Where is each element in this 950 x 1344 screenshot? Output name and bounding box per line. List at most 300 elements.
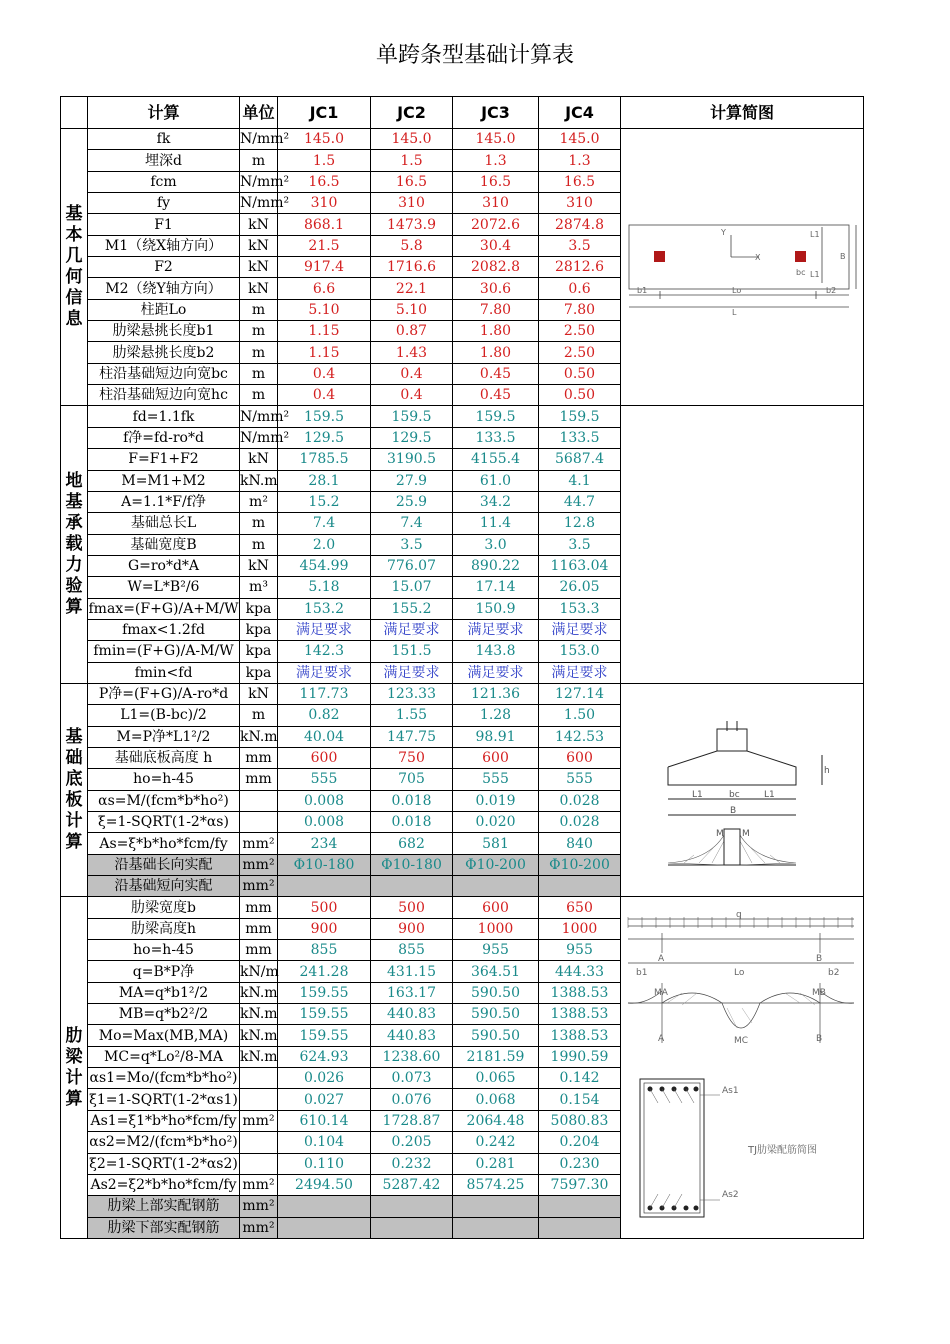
row-name: fmax<1.2fd xyxy=(88,619,240,640)
row-unit: kN.m xyxy=(240,1025,278,1046)
value-cell: 159.5 xyxy=(453,406,539,427)
value-cell: 1238.60 xyxy=(371,1046,453,1067)
row-unit: kpa xyxy=(240,598,278,619)
row-name: f净=fd-ro*d xyxy=(88,427,240,448)
value-cell: 1388.53 xyxy=(539,1004,621,1025)
row-unit: mm xyxy=(240,747,278,768)
row-unit: kN xyxy=(240,214,278,235)
value-cell: 0.4 xyxy=(278,385,371,406)
svg-text:MB: MB xyxy=(812,987,826,998)
value-cell: 12.8 xyxy=(539,513,621,534)
row-name: Mo=Max(MB,MA) xyxy=(88,1025,240,1046)
value-cell: 159.55 xyxy=(278,982,371,1003)
value-cell: 0.028 xyxy=(539,790,621,811)
value-cell: 153.2 xyxy=(278,598,371,619)
value-cell: 1.50 xyxy=(539,705,621,726)
value-cell: 650 xyxy=(539,897,621,918)
row-unit: N/mm² xyxy=(240,171,278,192)
header-jc1: JC1 xyxy=(278,97,371,129)
value-cell: 5080.83 xyxy=(539,1110,621,1131)
value-cell: 310 xyxy=(371,193,453,214)
value-cell: 2064.48 xyxy=(453,1110,539,1131)
row-unit: N/mm² xyxy=(240,427,278,448)
row-unit: m xyxy=(240,321,278,342)
value-cell: 2.50 xyxy=(539,321,621,342)
value-cell: 15.2 xyxy=(278,491,371,512)
row-name: fmin<fd xyxy=(88,662,240,683)
value-cell: 7.4 xyxy=(371,513,453,534)
row-name: 基础总长L xyxy=(88,513,240,534)
svg-text:L1: L1 xyxy=(810,230,820,240)
row-unit: kpa xyxy=(240,619,278,640)
row-unit: m xyxy=(240,534,278,555)
value-cell: 2181.59 xyxy=(453,1046,539,1067)
section-label-text: 基本几何信息 xyxy=(65,204,83,330)
value-cell: 153.0 xyxy=(539,641,621,662)
row-name: 肋梁宽度b xyxy=(88,897,240,918)
value-cell: 123.33 xyxy=(371,683,453,704)
value-cell: 27.9 xyxy=(371,470,453,491)
value-cell: 满足要求 xyxy=(539,619,621,640)
row-name: αs2=M2/(fcm*b*ho²) xyxy=(88,1132,240,1153)
value-cell: 3190.5 xyxy=(371,449,453,470)
value-cell: 2494.50 xyxy=(278,1174,371,1195)
value-cell: 满足要求 xyxy=(453,662,539,683)
row-name: W=L*B²/6 xyxy=(88,577,240,598)
svg-text:bc: bc xyxy=(729,790,740,801)
value-cell xyxy=(371,1217,453,1238)
value-cell: 满足要求 xyxy=(371,619,453,640)
column-right-icon xyxy=(795,251,806,262)
value-cell: 0.232 xyxy=(371,1153,453,1174)
value-cell: 3.5 xyxy=(371,534,453,555)
row-name: ξ1=1-SQRT(1-2*αs1) xyxy=(88,1089,240,1110)
row-unit: m² xyxy=(240,491,278,512)
page-title: 单跨条型基础计算表 xyxy=(375,43,574,68)
row-name: fk xyxy=(88,129,240,150)
value-cell: 1473.9 xyxy=(371,214,453,235)
row-unit xyxy=(240,1089,278,1110)
row-unit: kN/m xyxy=(240,961,278,982)
row-unit: mm² xyxy=(240,1110,278,1131)
row-name: ξ2=1-SQRT(1-2*αs2) xyxy=(88,1153,240,1174)
value-cell: Φ10-200 xyxy=(539,854,621,875)
row-name: αs1=Mo/(fcm*b*ho²) xyxy=(88,1068,240,1089)
value-cell: 145.0 xyxy=(371,129,453,150)
value-cell: 5.10 xyxy=(371,299,453,320)
svg-text:B: B xyxy=(816,1033,823,1044)
header-calc: 计算 xyxy=(88,97,240,129)
table-row xyxy=(61,897,864,918)
value-cell: 0.018 xyxy=(371,790,453,811)
table-body xyxy=(61,129,864,1239)
value-cell: 440.83 xyxy=(371,1004,453,1025)
value-cell: 0.6 xyxy=(539,278,621,299)
value-cell: 151.5 xyxy=(371,641,453,662)
row-unit xyxy=(240,1068,278,1089)
row-name: ho=h-45 xyxy=(88,769,240,790)
value-cell: 127.14 xyxy=(539,683,621,704)
row-name: L1=(B-bc)/2 xyxy=(88,705,240,726)
value-cell: 1.55 xyxy=(371,705,453,726)
table-row xyxy=(61,683,864,704)
value-cell: 121.36 xyxy=(453,683,539,704)
row-unit: kN xyxy=(240,555,278,576)
value-cell: 满足要求 xyxy=(371,662,453,683)
row-name: MB=q*b2²/2 xyxy=(88,1004,240,1025)
value-cell: 16.5 xyxy=(371,171,453,192)
plan-diagram xyxy=(624,217,860,317)
value-cell: 30.6 xyxy=(453,278,539,299)
calc-table xyxy=(60,96,864,1239)
value-cell: 1.3 xyxy=(539,150,621,171)
value-cell: 0.068 xyxy=(453,1089,539,1110)
table-row xyxy=(61,406,864,427)
value-cell: 22.1 xyxy=(371,278,453,299)
value-cell: 776.07 xyxy=(371,555,453,576)
value-cell: 750 xyxy=(371,747,453,768)
value-cell: 0.45 xyxy=(453,385,539,406)
value-cell: 5.18 xyxy=(278,577,371,598)
row-name: fmin=(F+G)/A-M/W xyxy=(88,641,240,662)
section-label xyxy=(61,897,88,1239)
row-unit: mm xyxy=(240,897,278,918)
value-cell: 1000 xyxy=(453,918,539,939)
row-unit: kN.m xyxy=(240,726,278,747)
value-cell: 0.018 xyxy=(371,812,453,833)
value-cell: 21.5 xyxy=(278,235,371,256)
section-label-text: 肋梁计算 xyxy=(65,1025,83,1109)
row-unit: N/mm² xyxy=(240,129,278,150)
value-cell xyxy=(278,1217,371,1238)
value-cell: 555 xyxy=(278,769,371,790)
value-cell: 145.0 xyxy=(278,129,371,150)
value-cell: 1.5 xyxy=(278,150,371,171)
value-cell: 600 xyxy=(539,747,621,768)
header-jc4: JC4 xyxy=(539,97,621,129)
row-name: 基础宽度B xyxy=(88,534,240,555)
diagram-cell xyxy=(621,897,864,1239)
value-cell: 40.04 xyxy=(278,726,371,747)
row-unit: m xyxy=(240,363,278,384)
value-cell: 590.50 xyxy=(453,1004,539,1025)
svg-text:b1: b1 xyxy=(636,967,648,978)
value-cell: 955 xyxy=(539,940,621,961)
value-cell: 0.281 xyxy=(453,1153,539,1174)
row-name: 基础底板高度 h xyxy=(88,747,240,768)
row-unit: m xyxy=(240,513,278,534)
section-label xyxy=(61,129,88,406)
value-cell: 150.9 xyxy=(453,598,539,619)
value-cell: 0.020 xyxy=(453,812,539,833)
value-cell xyxy=(371,1196,453,1217)
row-unit: mm² xyxy=(240,854,278,875)
value-cell: 900 xyxy=(278,918,371,939)
value-cell: 454.99 xyxy=(278,555,371,576)
value-cell: 142.53 xyxy=(539,726,621,747)
value-cell: 1000 xyxy=(539,918,621,939)
value-cell: 610.14 xyxy=(278,1110,371,1131)
value-cell: 0.205 xyxy=(371,1132,453,1153)
value-cell: 1785.5 xyxy=(278,449,371,470)
value-cell: 满足要求 xyxy=(453,619,539,640)
header-jc2: JC2 xyxy=(371,97,453,129)
header-row xyxy=(61,97,864,129)
row-name: 肋梁上部实配钢筋 xyxy=(88,1196,240,1217)
row-unit: m xyxy=(240,342,278,363)
value-cell: 159.5 xyxy=(278,406,371,427)
svg-text:Lo: Lo xyxy=(732,286,742,296)
row-unit: N/mm² xyxy=(240,406,278,427)
svg-text:As1: As1 xyxy=(722,1085,739,1096)
value-cell: 2082.8 xyxy=(453,257,539,278)
value-cell: 61.0 xyxy=(453,470,539,491)
value-cell xyxy=(453,876,539,897)
row-name: fmax=(F+G)/A+M/W xyxy=(88,598,240,619)
svg-text:MC: MC xyxy=(734,1035,749,1046)
value-cell: 4155.4 xyxy=(453,449,539,470)
row-unit: kN.m xyxy=(240,982,278,1003)
value-cell: 16.5 xyxy=(278,171,371,192)
value-cell xyxy=(539,1196,621,1217)
value-cell: 129.5 xyxy=(278,427,371,448)
value-cell: 17.14 xyxy=(453,577,539,598)
row-name: M=P净*L1²/2 xyxy=(88,726,240,747)
value-cell: 600 xyxy=(453,747,539,768)
value-cell: 590.50 xyxy=(453,982,539,1003)
row-name: fcm xyxy=(88,171,240,192)
value-cell: 1.15 xyxy=(278,342,371,363)
value-cell: 2812.6 xyxy=(539,257,621,278)
row-name: ho=h-45 xyxy=(88,940,240,961)
value-cell: 5.8 xyxy=(371,235,453,256)
section-label-text: 基础底板计算 xyxy=(65,727,83,853)
value-cell: 0.4 xyxy=(371,385,453,406)
value-cell: 590.50 xyxy=(453,1025,539,1046)
value-cell: 0.076 xyxy=(371,1089,453,1110)
section-label xyxy=(61,406,88,683)
svg-text:M: M xyxy=(742,829,750,840)
value-cell: 855 xyxy=(278,940,371,961)
value-cell: 16.5 xyxy=(453,171,539,192)
value-cell: 163.17 xyxy=(371,982,453,1003)
svg-text:L1: L1 xyxy=(810,270,820,280)
row-unit: mm² xyxy=(240,833,278,854)
row-name: 柱距Lo xyxy=(88,299,240,320)
value-cell: 159.55 xyxy=(278,1025,371,1046)
diagram-cell xyxy=(621,683,864,896)
svg-text:b1: b1 xyxy=(637,286,648,296)
value-cell: 1388.53 xyxy=(539,982,621,1003)
svg-text:Lo: Lo xyxy=(734,967,745,978)
value-cell: 600 xyxy=(453,897,539,918)
section-label xyxy=(61,683,88,896)
value-cell: 600 xyxy=(278,747,371,768)
diagram-cell xyxy=(621,406,864,683)
svg-text:B: B xyxy=(730,806,737,817)
row-name: 肋梁下部实配钢筋 xyxy=(88,1217,240,1238)
row-name: M2（绕Y轴方向） xyxy=(88,278,240,299)
value-cell: 890.22 xyxy=(453,555,539,576)
value-cell: 5687.4 xyxy=(539,449,621,470)
value-cell xyxy=(278,1196,371,1217)
row-name: 埋深d xyxy=(88,150,240,171)
value-cell: 0.065 xyxy=(453,1068,539,1089)
value-cell: 满足要求 xyxy=(278,619,371,640)
svg-text:M: M xyxy=(716,829,724,840)
value-cell: 0.073 xyxy=(371,1068,453,1089)
value-cell: 11.4 xyxy=(453,513,539,534)
svg-text:A: A xyxy=(658,1033,665,1044)
row-name: 柱沿基础短边向宽bc xyxy=(88,363,240,384)
value-cell xyxy=(453,1217,539,1238)
svg-text:As2: As2 xyxy=(722,1189,739,1200)
row-unit: mm² xyxy=(240,1196,278,1217)
value-cell: 3.5 xyxy=(539,235,621,256)
value-cell: 7.4 xyxy=(278,513,371,534)
value-cell: 0.019 xyxy=(453,790,539,811)
row-name: fd=1.1fk xyxy=(88,406,240,427)
value-cell xyxy=(371,876,453,897)
svg-text:X: X xyxy=(755,253,761,263)
row-name: 肋梁悬挑长度b2 xyxy=(88,342,240,363)
svg-text:B: B xyxy=(840,252,846,262)
value-cell: 143.8 xyxy=(453,641,539,662)
row-name: ξ=1-SQRT(1-2*αs) xyxy=(88,812,240,833)
value-cell: 840 xyxy=(539,833,621,854)
value-cell: 234 xyxy=(278,833,371,854)
row-unit: kN xyxy=(240,235,278,256)
value-cell: 2072.6 xyxy=(453,214,539,235)
svg-text:MA: MA xyxy=(654,987,668,998)
value-cell xyxy=(453,1196,539,1217)
value-cell: 145.0 xyxy=(453,129,539,150)
value-cell: 0.230 xyxy=(539,1153,621,1174)
value-cell: 0.104 xyxy=(278,1132,371,1153)
row-unit: m xyxy=(240,299,278,320)
value-cell: 1.43 xyxy=(371,342,453,363)
value-cell: 1.3 xyxy=(453,150,539,171)
value-cell: Φ10-180 xyxy=(278,854,371,875)
row-name: As=ξ*b*ho*fcm/fy xyxy=(88,833,240,854)
value-cell: 440.83 xyxy=(371,1025,453,1046)
value-cell: 153.3 xyxy=(539,598,621,619)
value-cell: 155.2 xyxy=(371,598,453,619)
value-cell: 1.80 xyxy=(453,342,539,363)
value-cell: 0.4 xyxy=(371,363,453,384)
value-cell: 7.80 xyxy=(539,299,621,320)
row-unit: mm xyxy=(240,940,278,961)
row-unit: kN xyxy=(240,449,278,470)
row-unit: kN xyxy=(240,683,278,704)
row-unit: kN xyxy=(240,278,278,299)
value-cell: 2.50 xyxy=(539,342,621,363)
row-name: MC=q*Lo²/8-MA xyxy=(88,1046,240,1067)
value-cell: 28.1 xyxy=(278,470,371,491)
value-cell: 5.10 xyxy=(278,299,371,320)
row-unit: mm² xyxy=(240,876,278,897)
value-cell: 133.5 xyxy=(539,427,621,448)
value-cell: 133.5 xyxy=(453,427,539,448)
value-cell: 1.15 xyxy=(278,321,371,342)
value-cell: 159.55 xyxy=(278,1004,371,1025)
row-name: M1（绕X轴方向） xyxy=(88,235,240,256)
row-unit: N/mm² xyxy=(240,193,278,214)
svg-text:bc: bc xyxy=(796,268,806,278)
value-cell: 满足要求 xyxy=(539,662,621,683)
row-name: αs=M/(fcm*b*ho²) xyxy=(88,790,240,811)
row-name: As1=ξ1*b*ho*fcm/fy xyxy=(88,1110,240,1131)
row-unit: kN.m xyxy=(240,1046,278,1067)
svg-text:L1: L1 xyxy=(692,790,703,801)
value-cell: 0.45 xyxy=(453,363,539,384)
value-cell: 3.5 xyxy=(539,534,621,555)
value-cell: 0.027 xyxy=(278,1089,371,1110)
table-row xyxy=(61,129,864,150)
svg-text:L: L xyxy=(732,308,737,318)
row-name: G=ro*d*A xyxy=(88,555,240,576)
value-cell: 900 xyxy=(371,918,453,939)
value-cell: 1990.59 xyxy=(539,1046,621,1067)
svg-text:A: A xyxy=(658,953,665,964)
value-cell: 5287.42 xyxy=(371,1174,453,1195)
value-cell: 2.0 xyxy=(278,534,371,555)
value-cell: 0.50 xyxy=(539,385,621,406)
header-blank xyxy=(61,97,88,129)
row-unit: kN.m xyxy=(240,470,278,491)
value-cell: 364.51 xyxy=(453,961,539,982)
row-unit: m xyxy=(240,705,278,726)
value-cell: 44.7 xyxy=(539,491,621,512)
value-cell: 16.5 xyxy=(539,171,621,192)
value-cell: 310 xyxy=(453,193,539,214)
value-cell: 444.33 xyxy=(539,961,621,982)
row-name: P净=(F+G)/A-ro*d xyxy=(88,683,240,704)
value-cell: 34.2 xyxy=(453,491,539,512)
value-cell: 0.008 xyxy=(278,790,371,811)
row-unit: m³ xyxy=(240,577,278,598)
row-unit: mm² xyxy=(240,1174,278,1195)
svg-text:B: B xyxy=(816,953,823,964)
value-cell: 310 xyxy=(539,193,621,214)
value-cell: 15.07 xyxy=(371,577,453,598)
row-unit: kN xyxy=(240,257,278,278)
svg-text:h: h xyxy=(824,766,830,777)
value-cell: 1.28 xyxy=(453,705,539,726)
row-name: F=F1+F2 xyxy=(88,449,240,470)
value-cell: 0.204 xyxy=(539,1132,621,1153)
value-cell: 30.4 xyxy=(453,235,539,256)
value-cell: 1.80 xyxy=(453,321,539,342)
row-unit: mm xyxy=(240,769,278,790)
value-cell: 3.0 xyxy=(453,534,539,555)
value-cell: 917.4 xyxy=(278,257,371,278)
value-cell: 955 xyxy=(453,940,539,961)
value-cell: 555 xyxy=(539,769,621,790)
value-cell xyxy=(278,876,371,897)
value-cell: 145.0 xyxy=(539,129,621,150)
svg-text:TJ肋梁配筋简图: TJ肋梁配筋简图 xyxy=(748,1144,818,1156)
value-cell: 0.142 xyxy=(539,1068,621,1089)
value-cell: 431.15 xyxy=(371,961,453,982)
value-cell: 7.80 xyxy=(453,299,539,320)
row-name: q=B*P净 xyxy=(88,961,240,982)
value-cell: 0.110 xyxy=(278,1153,371,1174)
row-unit: mm xyxy=(240,918,278,939)
row-unit: kN.m xyxy=(240,1004,278,1025)
row-name: MA=q*b1²/2 xyxy=(88,982,240,1003)
value-cell: 0.87 xyxy=(371,321,453,342)
